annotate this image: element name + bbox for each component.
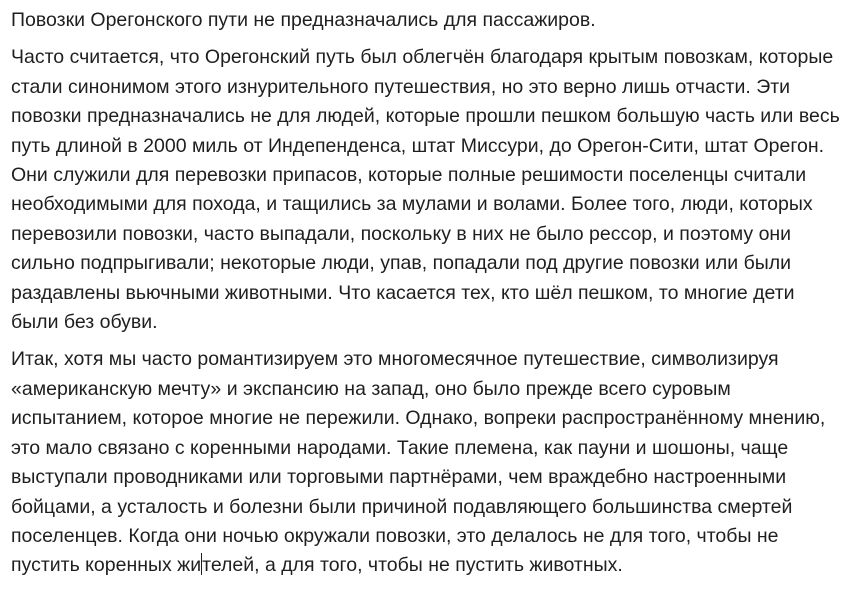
document-title: Повозки Орегонского пути не предназначались для пассажиров. [11, 9, 596, 31]
paragraph-2 [11, 345, 841, 580]
paragraph-1: Часто считается, что Орегонский путь был облегчён благодаря крытым повозкам, которые стали синонимом этого изнурительного путешествия, но это верно лишь отчасти. Эти повозки предназначались не для людей, которые прошли пешком большую часть или весь путь длиной в 2000 миль от Индепенденса, штат Миссури, до Орегон-Сити, штат Орегон. Они служили для перевозки припасов, которые полные решимости поселенцы считали необходимыми для похода, и тащились за мулами и волами. Более того, люди, которых перевозили повозки, часто выпадали, поскольку в них не было рессор, и поэтому они сильно подпрыгивали; некоторые люди, упав, попадали под другие повозки или были раздавлены вьючными животными. Что касается тех, кто шёл пешком, то многие дети были без обуви. [11, 46, 840, 334]
paragraph-2-text-before-caret: Итак, хотя мы часто романтизируем это многомесячное путешествие, символизируя «американскую мечту» и экспансию на запад, оно было прежде всего суровым испытанием, которое многие не пережили. Однако, вопреки распространённому мнению, это мало связано с коренными народами. Такие племена, как пауни и шошоны, чаще выступали проводниками или торговыми партнёрами, чем враждебно настроенными бойцами, а усталость и болезни были причиной подавляющего большинства смертей поселенцев. Когда они ночью окружали повозки, это делалось не для того, чтобы не пустить коренных жи [11, 348, 826, 577]
document-body[interactable] [11, 6, 841, 581]
paragraph-2-text-after-caret: телей, а для того, чтобы не пустить животных. [202, 554, 623, 577]
